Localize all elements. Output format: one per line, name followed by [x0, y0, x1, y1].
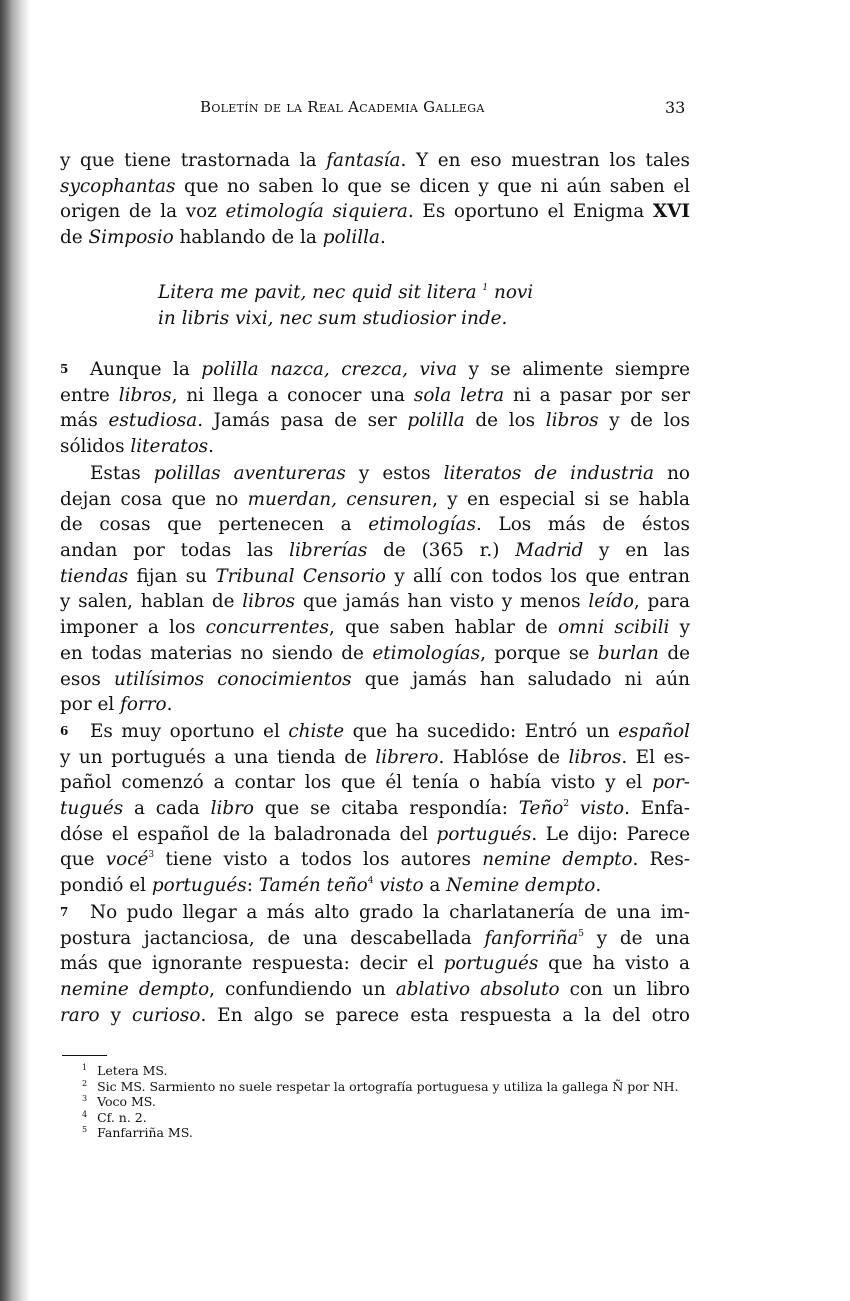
text-run: de los [464, 410, 546, 432]
text-run: a [423, 875, 447, 897]
footnote [62, 1110, 692, 1126]
footnote-number: 2 [82, 1078, 88, 1088]
text-run: y en las [583, 540, 690, 562]
text-run: tugués [60, 798, 124, 820]
text-run: que jamás han saludado ni aún [351, 668, 690, 690]
footnote-number: 4 [82, 1109, 88, 1119]
text-line [158, 306, 533, 332]
text-line [60, 148, 690, 174]
text-run: sycophantas [60, 175, 176, 197]
text-run: y [99, 1004, 133, 1026]
text-run: y de una [584, 927, 690, 949]
text-run: que jamás han visto y menos [295, 591, 589, 613]
text-line [60, 822, 690, 848]
text-line [60, 847, 690, 873]
text-line [60, 770, 690, 796]
text-run: y se alimente siempre [457, 359, 690, 380]
text-run: fanforriña [484, 927, 579, 949]
text-line [60, 873, 690, 899]
footnote-text: Cf. n. 2. [97, 1109, 147, 1125]
text-line [60, 487, 690, 513]
text-run: literatos [130, 436, 209, 458]
text-run: portugués [436, 823, 532, 845]
text-line [60, 1003, 690, 1029]
text-line [60, 641, 690, 667]
footnote [62, 1063, 692, 1079]
text-run: etimologías [368, 514, 476, 536]
margin-number-6: 6 [60, 724, 69, 738]
text-line [60, 589, 690, 615]
text-run: fantasía [326, 150, 401, 171]
text-run: . Y en eso muestran los tales [400, 150, 690, 171]
footnote-reference: 3 [148, 850, 155, 861]
verse-quote [158, 280, 533, 331]
text-run [569, 798, 580, 819]
text-run: fijan su [128, 565, 216, 587]
text-line [60, 512, 690, 538]
paragraph-1 [60, 148, 690, 251]
text-run: origen de la voz [60, 201, 226, 223]
text-run: XVI [652, 201, 690, 223]
text-run: novi [488, 282, 534, 303]
text-line [60, 667, 690, 693]
text-run: . [166, 694, 173, 716]
text-run: portugués [151, 875, 247, 897]
text-run: . Hablóse de [438, 746, 569, 768]
text-run: postura jactanciosa, de una descabellada [60, 927, 485, 949]
text-run: en todas materias no siendo de [60, 642, 373, 664]
text-run: por el [60, 694, 121, 716]
text-line [60, 383, 690, 409]
margin-number-5: 5 [60, 362, 69, 376]
text-run: librerías [289, 540, 368, 562]
text-run: . [380, 227, 386, 249]
text-run: y [669, 617, 691, 639]
text-run: . Enfa- [624, 798, 690, 820]
text-line [158, 280, 533, 306]
text-run: nemine dempto [482, 849, 633, 871]
text-line [60, 225, 690, 251]
paragraph-5 [60, 357, 690, 460]
text-run: . Res- [632, 849, 690, 871]
text-run: polillas aventureras [153, 463, 346, 484]
text-run: y de los [598, 410, 690, 432]
text-run: libros [242, 591, 296, 613]
footnote-reference: 1 [482, 283, 489, 293]
text-run: raro [60, 1004, 100, 1026]
text-run: . [208, 436, 214, 458]
text-run: in libris vixi, nec sum studiosior inde. [158, 307, 508, 329]
text-run: polilla nazca, crezca, viva [201, 359, 458, 380]
footnote-reference: 2 [563, 799, 570, 810]
text-run: estudiosa [108, 410, 198, 432]
text-run: chiste [288, 721, 345, 742]
text-run: que no saben lo que se dicen y que ni aún saben el [175, 175, 690, 197]
margin-number-7: 7 [60, 905, 69, 919]
text-run: Tamén teño [258, 875, 368, 897]
text-run: de [60, 227, 89, 249]
text-line [60, 434, 690, 460]
text-line [60, 719, 690, 745]
text-line [60, 615, 690, 641]
footnote-text: Voco MS. [97, 1094, 156, 1109]
text-line [60, 538, 690, 564]
text-run: libros [118, 384, 172, 406]
text-run: . [595, 875, 602, 897]
text-run: No pudo llegar a más alto grado la charlatanería de una im- [90, 902, 690, 923]
footnote [62, 1079, 692, 1095]
text-run: , ni llega a conocer una [171, 384, 414, 406]
text-run: hablando de la [173, 227, 323, 249]
text-run: y allí con todos los que entran [385, 565, 690, 587]
running-header: Boletín de la Real Academia Gallega [200, 98, 485, 116]
text-line [60, 977, 690, 1003]
text-run: Litera me pavit, nec quid sit litera [158, 282, 483, 303]
text-run: , confundiendo un [209, 979, 396, 1001]
text-run: esos [60, 668, 114, 690]
text-run: , y en especial si se habla [432, 488, 690, 510]
text-run: a cada [123, 798, 211, 820]
text-run: con un libro [559, 979, 690, 1001]
text-run: pondió el [60, 875, 152, 897]
text-run: vocé [105, 849, 149, 871]
footnote [62, 1094, 692, 1110]
text-run: pañol comenzó a contar los que él tenía o había visto y el [60, 772, 653, 794]
text-run: dejan cosa que no [60, 488, 248, 510]
text-run: ni a pasar por ser [504, 384, 690, 406]
text-run: y un portugués a una tienda de [60, 746, 376, 768]
footnote-text: Fanfarriña MS. [97, 1125, 193, 1140]
text-run: . Los más de éstos [475, 514, 690, 536]
text-run: portugués [443, 953, 539, 975]
text-run: concurrentes [205, 617, 329, 639]
text-run: que ha visto a [538, 953, 690, 975]
text-run: polilla [407, 410, 465, 432]
text-run: de cosas que pertenecen a [60, 514, 369, 536]
text-run: que ha sucedido: Entró un [344, 721, 619, 742]
text-run: que se citaba respondía: [253, 798, 519, 820]
text-run: Teño [518, 798, 564, 820]
text-line [60, 745, 690, 771]
text-run: omni scibili [557, 617, 670, 639]
text-line [60, 199, 690, 225]
text-run: visto [579, 798, 625, 820]
text-run: libros [545, 410, 599, 432]
text-run: más [60, 410, 109, 432]
text-run: no [653, 463, 690, 484]
text-run: . En algo se parece esta respuesta a la del otro [200, 1004, 690, 1026]
text-run: entre [60, 384, 119, 406]
text-run: por- [652, 772, 690, 794]
text-run: que [60, 849, 106, 871]
text-run: de (365 r.) [367, 540, 516, 562]
footnote-text: Letera MS. [97, 1063, 168, 1078]
text-run: nemine dempto [60, 979, 210, 1001]
text-run: tiendas [60, 565, 129, 587]
text-run: Nemine dempto [446, 875, 596, 897]
text-run: y salen, hablan de [60, 591, 243, 613]
text-line [60, 926, 690, 952]
text-run: ablativo absoluto [395, 979, 560, 1001]
text-run: forro [120, 694, 167, 716]
text-run: . Jamás pasa de ser [197, 410, 408, 432]
text-run: tiene visto a todos los autores [154, 849, 483, 871]
text-run: de [658, 642, 690, 664]
text-run: utilísimos conocimientos [113, 668, 352, 690]
text-run: Es muy oportuno el [90, 721, 289, 742]
scan-binding-edge [0, 0, 30, 1301]
text-line [60, 174, 690, 200]
text-run: libros [568, 746, 622, 768]
text-line [60, 357, 690, 383]
text-run: Aunque la [90, 359, 202, 380]
text-run: librero [375, 746, 439, 768]
paragraph-7 [60, 900, 690, 1028]
page-number: 33 [665, 98, 686, 117]
text-run: español [618, 721, 690, 742]
text-run: leído [588, 591, 634, 613]
footnotes [62, 1063, 692, 1141]
text-run: , porque se [480, 642, 598, 664]
text-run: visto [379, 875, 424, 897]
footnote-divider [62, 1055, 107, 1056]
text-run: sólidos [60, 436, 131, 458]
text-run: y estos [345, 463, 444, 484]
paragraph-6 [60, 719, 690, 899]
text-run: : [246, 875, 259, 897]
text-run: muerdan, censuren [247, 488, 433, 510]
text-run: Estas [90, 463, 154, 484]
text-run: . El es- [621, 746, 690, 768]
footnote-text: Sic MS. Sarmiento no suele respetar la ortografía portuguesa y utiliza la gallega Ñ por NH. [97, 1078, 679, 1094]
text-line [60, 564, 690, 590]
text-run: literatos de industria [443, 463, 654, 484]
text-run: libro [210, 798, 254, 820]
text-run: polilla [322, 227, 381, 249]
text-run: andan por todas las [60, 540, 290, 562]
text-line [60, 692, 690, 718]
text-line [60, 951, 690, 977]
paragraph-estas [60, 461, 690, 718]
text-run: burlan [597, 642, 659, 664]
text-run: y que tiene trastornada la [60, 150, 327, 171]
text-run: etimología siquiera [225, 201, 408, 223]
text-line [60, 461, 690, 487]
text-line [60, 900, 690, 926]
footnote-reference: 5 [578, 928, 585, 939]
footnote-number: 3 [82, 1094, 88, 1103]
text-run: , para [633, 591, 691, 613]
footnote-number: 1 [82, 1063, 88, 1072]
text-run: Madrid [515, 540, 584, 562]
text-run: etimologías [372, 642, 481, 664]
footnote-reference: 4 [367, 876, 374, 887]
text-run: . Es oportuno el Enigma [407, 201, 653, 223]
text-run: sola letra [413, 384, 505, 406]
text-run: dóse el español de la baladronada del [60, 823, 437, 845]
text-run: , que saben hablar de [328, 617, 558, 639]
text-run: . Le dijo: Parece [531, 823, 690, 845]
footnote-number: 5 [82, 1125, 88, 1134]
text-run: imponer a los [60, 617, 206, 639]
text-line [60, 796, 690, 822]
text-line [60, 408, 690, 434]
footnote [62, 1125, 692, 1141]
text-run: Tribunal Censorio [215, 565, 386, 587]
text-run: curioso [132, 1004, 201, 1026]
text-run: Simposio [88, 227, 174, 249]
text-run: más que ignorante respuesta: decir el [60, 953, 444, 975]
